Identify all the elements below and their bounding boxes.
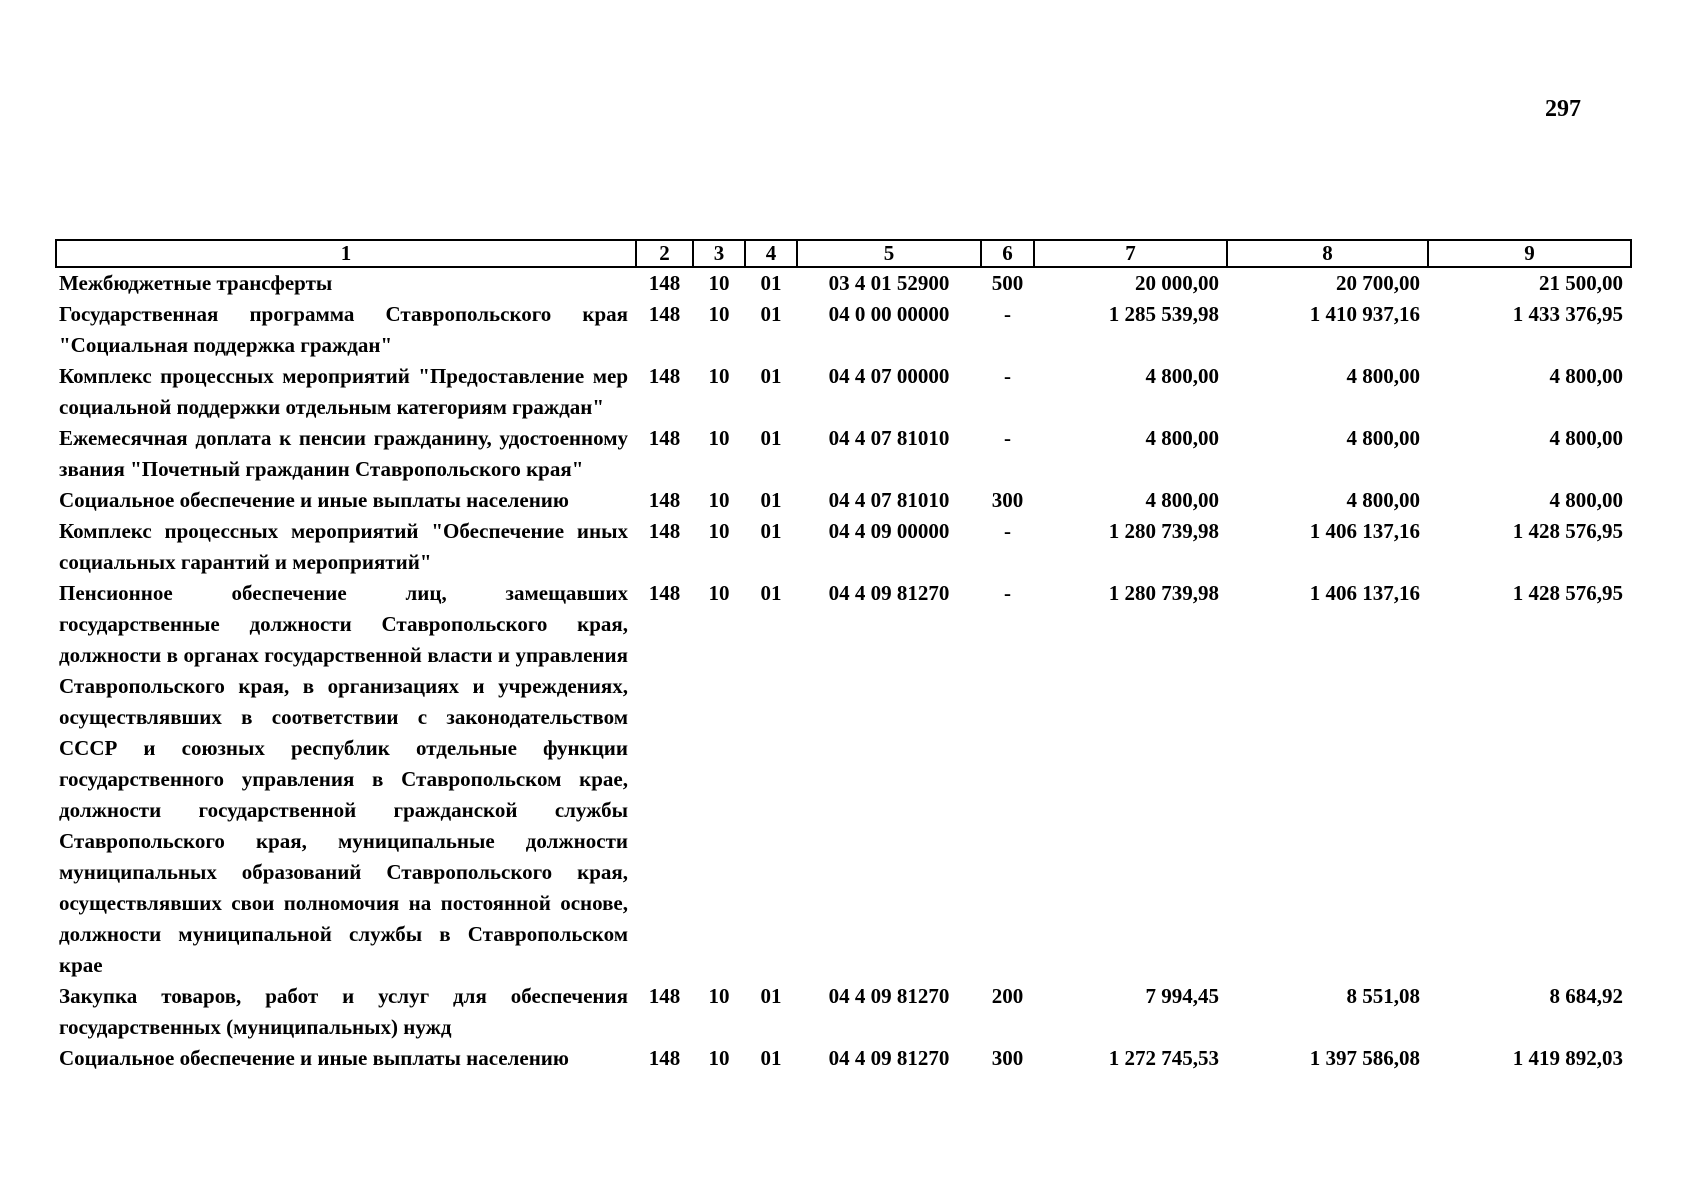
table-row xyxy=(56,578,1631,981)
cell-code-2: 148 xyxy=(648,302,681,326)
row-name: Социальное обеспечение и иные выплаты населению xyxy=(59,1046,569,1070)
cell-amount-7: 1 280 739,98 xyxy=(1108,581,1219,605)
header-row xyxy=(56,240,1631,267)
cell-amount-9: 1 433 376,95 xyxy=(1512,302,1623,326)
cell-amount-9: 1 428 576,95 xyxy=(1512,519,1623,543)
cell-code-5: 04 4 07 81010 xyxy=(828,426,950,450)
cell-amount-9: 4 800,00 xyxy=(1549,488,1623,512)
cell-code-4: 01 xyxy=(760,271,782,295)
cell-code-3: 10 xyxy=(708,271,730,295)
cell-code-2: 148 xyxy=(648,581,681,605)
cell-code-4: 01 xyxy=(760,364,782,388)
row-name: Межбюджетные трансферты xyxy=(59,271,333,295)
row-name: Закупка товаров, работ и услуг для обеспечения государственных (муниципальных) нужд xyxy=(59,984,628,1039)
cell-code-6: 500 xyxy=(991,271,1024,295)
cell-amount-9: 21 500,00 xyxy=(1539,271,1623,295)
cell-code-3: 10 xyxy=(708,519,730,543)
cell-code-5: 04 4 09 81270 xyxy=(828,984,950,1008)
cell-code-5: 03 4 01 52900 xyxy=(828,271,950,295)
table-row xyxy=(56,267,1631,299)
cell-code-6: 200 xyxy=(991,984,1024,1008)
cell-code-2: 148 xyxy=(648,426,681,450)
cell-amount-8: 8 551,08 xyxy=(1346,984,1420,1008)
cell-code-4: 01 xyxy=(760,302,782,326)
column-header: 7 xyxy=(1034,240,1227,267)
row-name: Комплекс процессных мероприятий "Предоставление мер социальной поддержки отдельным категориям граждан" xyxy=(59,364,628,419)
table-row xyxy=(56,423,1631,485)
cell-code-3: 10 xyxy=(708,984,730,1008)
cell-code-6: - xyxy=(1004,519,1011,543)
cell-code-6: - xyxy=(1004,364,1011,388)
cell-code-4: 01 xyxy=(760,519,782,543)
cell-code-3: 10 xyxy=(708,302,730,326)
column-header: 9 xyxy=(1428,240,1631,267)
cell-amount-7: 1 272 745,53 xyxy=(1108,1046,1219,1070)
row-name: Комплекс процессных мероприятий "Обеспечение иных социальных гарантий и мероприятий" xyxy=(59,519,628,574)
cell-code-5: 04 4 09 81270 xyxy=(828,581,950,605)
cell-amount-7: 4 800,00 xyxy=(1145,426,1219,450)
cell-code-2: 148 xyxy=(648,1046,681,1070)
cell-code-2: 148 xyxy=(648,488,681,512)
cell-code-5: 04 0 00 00000 xyxy=(828,302,950,326)
cell-code-6: 300 xyxy=(991,488,1024,512)
row-name: Социальное обеспечение и иные выплаты населению xyxy=(59,488,569,512)
column-header: 1 xyxy=(56,240,636,267)
cell-code-5: 04 4 09 00000 xyxy=(828,519,950,543)
cell-code-2: 148 xyxy=(648,984,681,1008)
column-header: 2 xyxy=(636,240,693,267)
cell-code-4: 01 xyxy=(760,1046,782,1070)
cell-amount-7: 4 800,00 xyxy=(1145,488,1219,512)
table-row xyxy=(56,1043,1631,1074)
column-header: 5 xyxy=(797,240,981,267)
cell-amount-8: 4 800,00 xyxy=(1346,426,1420,450)
cell-code-6: - xyxy=(1004,302,1011,326)
cell-code-2: 148 xyxy=(648,519,681,543)
cell-amount-8: 1 406 137,16 xyxy=(1309,581,1420,605)
cell-amount-8: 4 800,00 xyxy=(1346,364,1420,388)
table-row xyxy=(56,516,1631,578)
cell-code-5: 04 4 09 81270 xyxy=(828,1046,950,1070)
cell-amount-7: 4 800,00 xyxy=(1145,364,1219,388)
cell-code-6: - xyxy=(1004,426,1011,450)
cell-amount-9: 4 800,00 xyxy=(1549,426,1623,450)
cell-code-3: 10 xyxy=(708,581,730,605)
cell-amount-8: 4 800,00 xyxy=(1346,488,1420,512)
cell-amount-9: 1 419 892,03 xyxy=(1512,1046,1623,1070)
column-header: 6 xyxy=(981,240,1034,267)
cell-code-6: 300 xyxy=(991,1046,1024,1070)
cell-amount-8: 1 406 137,16 xyxy=(1309,519,1420,543)
cell-code-4: 01 xyxy=(760,488,782,512)
column-header: 8 xyxy=(1227,240,1428,267)
cell-code-3: 10 xyxy=(708,1046,730,1070)
cell-amount-8: 1 397 586,08 xyxy=(1309,1046,1420,1070)
cell-code-4: 01 xyxy=(760,426,782,450)
cell-code-6: - xyxy=(1004,581,1011,605)
cell-amount-9: 4 800,00 xyxy=(1549,364,1623,388)
row-name: Государственная программа Ставропольского края "Социальная поддержка граждан" xyxy=(59,302,628,357)
table-row xyxy=(56,299,1631,361)
cell-code-4: 01 xyxy=(760,581,782,605)
cell-amount-8: 20 700,00 xyxy=(1336,271,1420,295)
page-number: 297 xyxy=(1545,96,1581,122)
cell-code-2: 148 xyxy=(648,364,681,388)
budget-table xyxy=(55,239,1632,1074)
cell-code-2: 148 xyxy=(648,271,681,295)
table-row xyxy=(56,485,1631,516)
table-row xyxy=(56,361,1631,423)
cell-amount-7: 20 000,00 xyxy=(1135,271,1219,295)
cell-code-3: 10 xyxy=(708,364,730,388)
row-name: Пенсионное обеспечение лиц, замещавших государственные должности Ставропольского края, должности в органах государственной власти и управления Ставропольского края, в организациях и учреждениях, осуществлявших в соответствии с законодательством СССР и союзных республик отдельные функции государственного управления в Ставропольском крае, должности государственной гражданской службы Ставропольского края, муниципальные должности муниципальных образований Ставропольского края, осуществлявших свои полномочия на постоянной основе, должности муниципальной службы в Ставропольском крае xyxy=(59,581,628,977)
cell-amount-7: 7 994,45 xyxy=(1145,984,1219,1008)
cell-code-3: 10 xyxy=(708,488,730,512)
table-row xyxy=(56,981,1631,1043)
cell-amount-9: 1 428 576,95 xyxy=(1512,581,1623,605)
cell-amount-8: 1 410 937,16 xyxy=(1309,302,1420,326)
cell-amount-9: 8 684,92 xyxy=(1549,984,1623,1008)
cell-code-5: 04 4 07 81010 xyxy=(828,488,950,512)
cell-amount-7: 1 285 539,98 xyxy=(1108,302,1219,326)
cell-code-5: 04 4 07 00000 xyxy=(828,364,950,388)
cell-amount-7: 1 280 739,98 xyxy=(1108,519,1219,543)
cell-code-4: 01 xyxy=(760,984,782,1008)
row-name: Ежемесячная доплата к пенсии гражданину, удостоенному звания "Почетный гражданин Ставропольского края" xyxy=(59,426,628,481)
column-header: 4 xyxy=(745,240,797,267)
cell-code-3: 10 xyxy=(708,426,730,450)
column-header: 3 xyxy=(693,240,745,267)
